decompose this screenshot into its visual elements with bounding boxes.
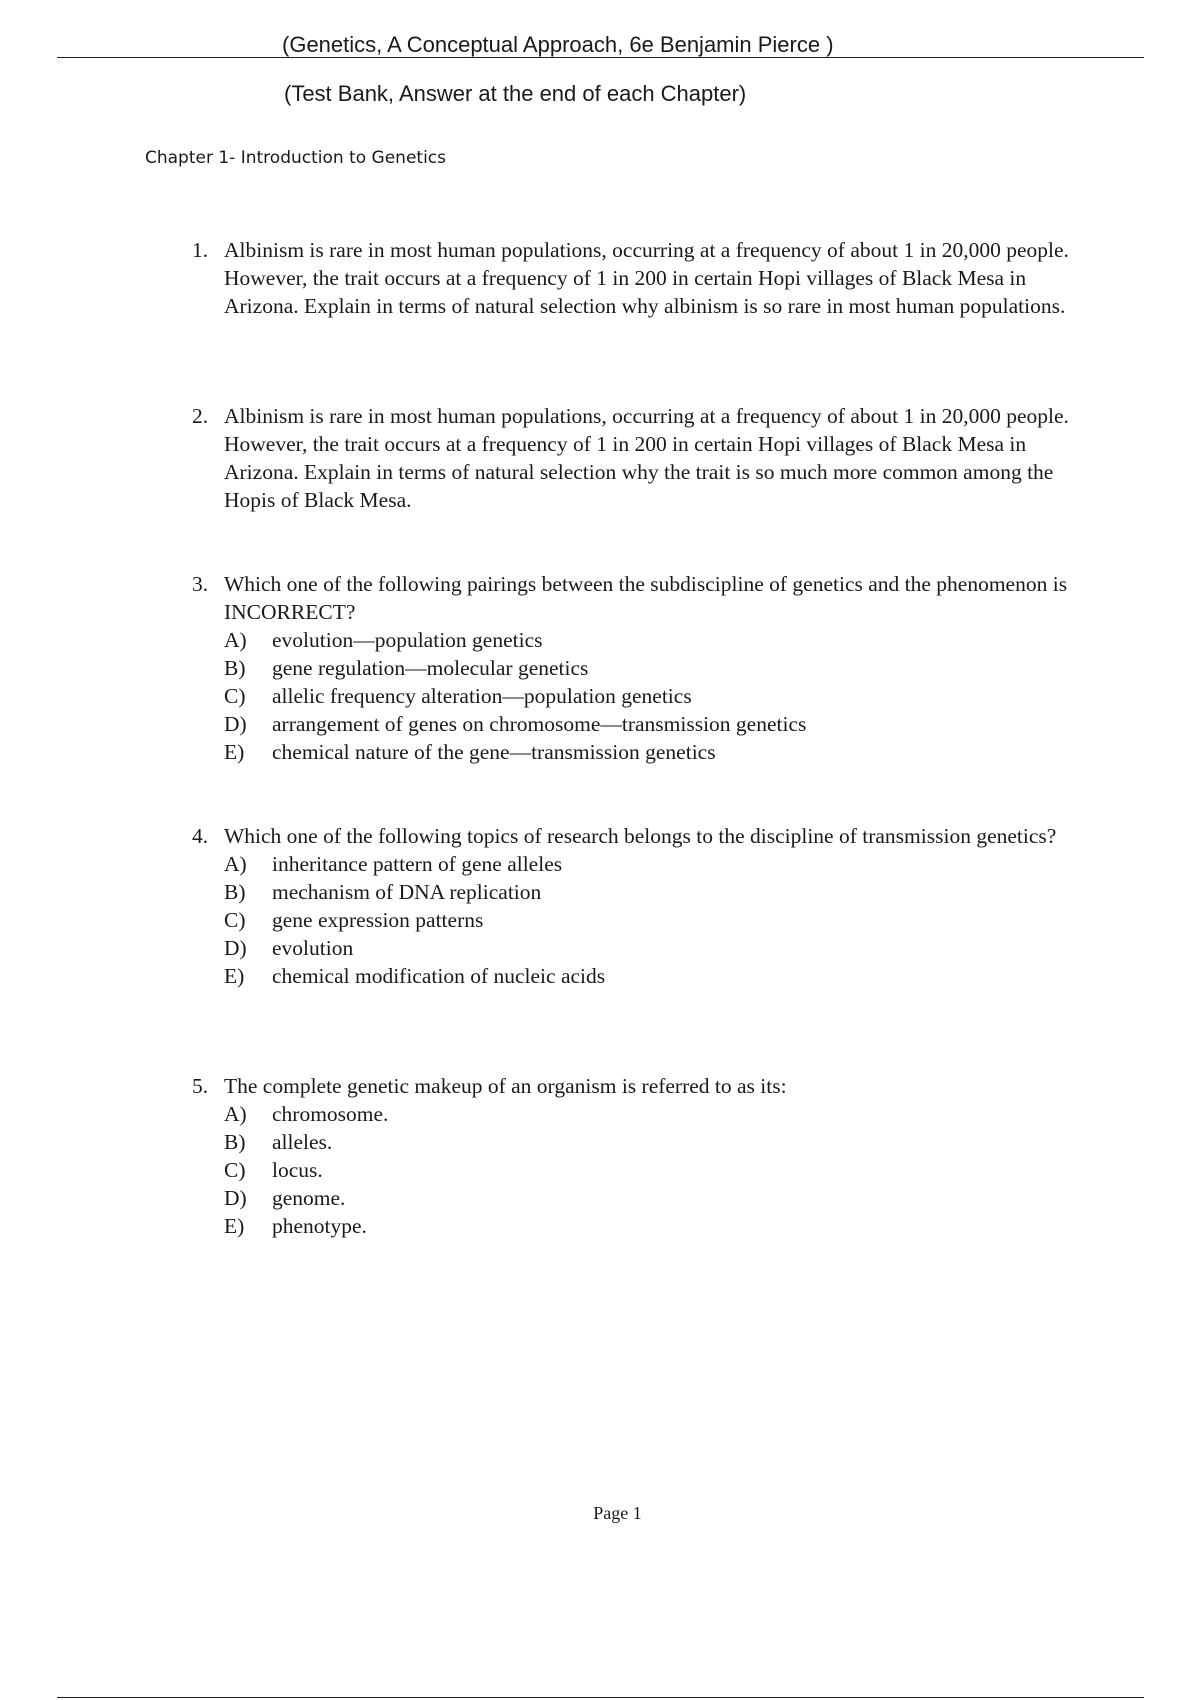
question-1	[192, 236, 1092, 320]
option-letter: A)	[224, 852, 247, 876]
question-5	[192, 1072, 1092, 1240]
question-text: Which one of the following topics of research belongs to the discipline of transmission genetics?	[224, 824, 1057, 848]
option-letter: E)	[224, 964, 245, 988]
question-number: 4.	[192, 824, 209, 848]
option-letter: D)	[224, 936, 247, 960]
question-2	[192, 402, 1092, 514]
document-subtitle: (Test Bank, Answer at the end of each Chapter)	[284, 81, 747, 106]
option-letter: A)	[224, 628, 247, 652]
answer-option-c	[224, 1156, 1092, 1184]
option-text: genome.	[272, 1186, 346, 1210]
answer-option-a	[224, 850, 1092, 878]
option-letter: D)	[224, 1186, 247, 1210]
option-text: evolution—population genetics	[272, 628, 543, 652]
option-text: inheritance pattern of gene alleles	[272, 852, 563, 876]
option-letter: D)	[224, 712, 247, 736]
answer-option-c	[224, 906, 1092, 934]
answer-option-a	[224, 626, 1092, 654]
option-letter: C)	[224, 684, 246, 708]
option-letter: A)	[224, 1102, 247, 1126]
answer-option-c	[224, 682, 1092, 710]
answer-options	[224, 850, 1092, 990]
page-number: Page 1	[593, 1503, 642, 1523]
answer-option-d	[224, 1184, 1092, 1212]
question-text: Albinism is rare in most human populations, occurring at a frequency of about 1 in 20,000 people. However, the trait occurs at a frequency of 1 in 200 in certain Hopi villages of Black Mesa in Arizona. Explain in terms of natural selection why albinism is so rare in most human populations.	[224, 238, 1069, 318]
answer-options	[224, 626, 1092, 766]
question-4	[192, 822, 1092, 990]
option-letter: C)	[224, 1158, 246, 1182]
answer-option-b	[224, 654, 1092, 682]
answer-option-e	[224, 738, 1092, 766]
option-text: alleles.	[272, 1130, 333, 1154]
option-letter: B)	[224, 880, 246, 904]
question-text: Which one of the following pairings between the subdiscipline of genetics and the phenomenon is INCORRECT?	[224, 572, 1068, 624]
header-divider	[57, 57, 1144, 58]
answer-option-e	[224, 1212, 1092, 1240]
question-number: 1.	[192, 238, 209, 262]
answer-option-e	[224, 962, 1092, 990]
option-text: chromosome.	[272, 1102, 389, 1126]
option-letter: E)	[224, 740, 245, 764]
option-text: gene regulation—molecular genetics	[272, 656, 589, 680]
answer-option-b	[224, 878, 1092, 906]
option-text: evolution	[272, 936, 354, 960]
footer-divider	[57, 1697, 1144, 1698]
question-number: 5.	[192, 1074, 209, 1098]
question-number: 3.	[192, 572, 209, 596]
question-text: Albinism is rare in most human populations, occurring at a frequency of about 1 in 20,000 people. However, the trait occurs at a frequency of 1 in 200 in certain Hopi villages of Black Mesa in Arizona. Explain in terms of natural selection why the trait is so much more common among the Hopis of Black Mesa.	[224, 404, 1069, 512]
option-text: mechanism of DNA replication	[272, 880, 542, 904]
option-text: gene expression patterns	[272, 908, 484, 932]
chapter-heading: Chapter 1- Introduction to Genetics	[145, 148, 447, 168]
answer-options	[224, 1100, 1092, 1240]
option-text: chemical nature of the gene—transmission genetics	[272, 740, 716, 764]
option-text: allelic frequency alteration—population genetics	[272, 684, 692, 708]
answer-option-d	[224, 934, 1092, 962]
option-letter: C)	[224, 908, 246, 932]
option-text: chemical modification of nucleic acids	[272, 964, 606, 988]
option-text: arrangement of genes on chromosome—transmission genetics	[272, 712, 807, 736]
question-text: The complete genetic makeup of an organism is referred to as its:	[224, 1074, 787, 1098]
option-letter: B)	[224, 1130, 246, 1154]
option-text: locus.	[272, 1158, 323, 1182]
option-text: phenotype.	[272, 1214, 367, 1238]
option-letter: B)	[224, 656, 246, 680]
answer-option-a	[224, 1100, 1092, 1128]
option-letter: E)	[224, 1214, 245, 1238]
question-3	[192, 570, 1092, 766]
document-header-title: (Genetics, A Conceptual Approach, 6e Benjamin Pierce )	[282, 32, 834, 57]
answer-option-d	[224, 710, 1092, 738]
answer-option-b	[224, 1128, 1092, 1156]
question-number: 2.	[192, 404, 209, 428]
